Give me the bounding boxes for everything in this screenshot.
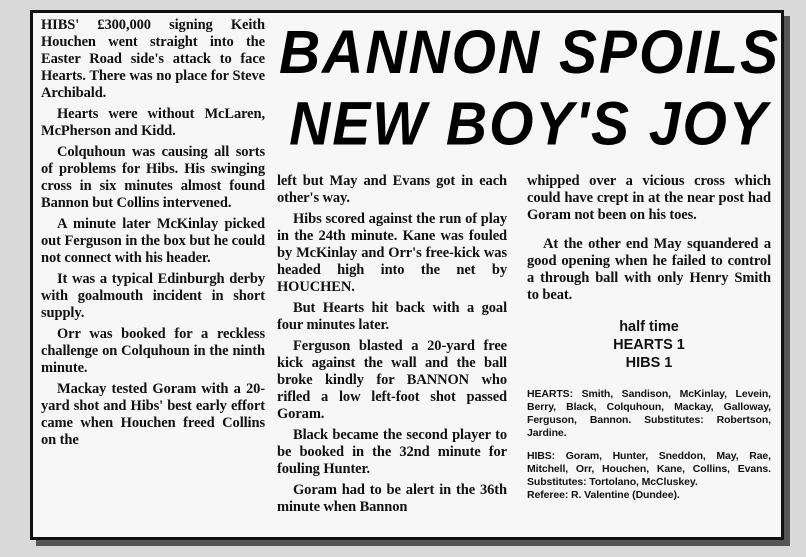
headline-line-2: NEW BOY'S JOY [289, 89, 769, 159]
halftime-score [527, 318, 771, 372]
referee: Referee: R. Valentine (Dundee). [527, 489, 680, 501]
headline [279, 17, 779, 160]
lineup-hibs: HIBS: Goram, Hunter, Sneddon, May, Rae, Mitchell, Orr, Houchen, Kane, Collins, Evans. Substitutes: Tortolano, McCluskey. [527, 450, 771, 488]
paragraph: Mackay tested Goram with a 20-yard shot and Hibs' best early effort came when Houchen freed Collins on the [41, 381, 265, 448]
lineup-hearts: HEARTS: Smith, Sandison, McKinlay, Levein, Berry, Black, Colquhoun, Mackay, Galloway, Ferguson, Bannon. Substitutes: Robertson, Jardine. [527, 388, 771, 439]
newspaper-clipping [30, 10, 784, 540]
paragraph: Colquhoun was causing all sorts of problems for Hibs. His swinging cross in six minutes almost found Bannon but Collins intervened. [41, 144, 265, 211]
paragraph-intro: HIBS' £300,000 signing Keith Houchen went straight into the Easter Road side's attack to face Hearts. There was no place for Steve Archibald. [41, 17, 265, 101]
paragraph: A minute later McKinlay picked out Ferguson in the box but he could not connect with his header. [41, 216, 265, 266]
paragraph: At the other end May squandered a good opening when he failed to control a through ball with only Henry Smith to beat. [527, 236, 771, 303]
paragraph: But Hearts hit back with a goal four minutes later. [277, 300, 507, 333]
paragraph: Hearts were without McLaren, McPherson and Kidd. [41, 106, 265, 139]
paragraph: left but May and Evans got in each other's way. [277, 173, 507, 206]
halftime-label: half time [619, 319, 679, 335]
paragraph: It was a typical Edinburgh derby with goalmouth incident in short supply. [41, 271, 265, 321]
headline-line-1: BANNON SPOILS [279, 18, 781, 88]
article-column-2 [277, 173, 507, 520]
paragraph: Ferguson blasted a 20-yard free kick against the wall and the ball broke kindly for BANNON who rifled a low left-foot shot passed Goram. [277, 338, 507, 422]
paragraph: Black became the second player to be booked in the 32nd minute for fouling Hunter. [277, 427, 507, 477]
paragraph: Hibs scored against the run of play in the 24th minute. Kane was fouled by McKinlay and Orr's free-kick was headed high into the net by HOUCHEN. [277, 211, 507, 295]
article-column-1 [41, 17, 265, 453]
halftime-away-score: HIBS 1 [625, 355, 673, 371]
paragraph: Goram had to be alert in the 36th minute when Bannon [277, 482, 507, 515]
paragraph: Orr was booked for a reckless challenge on Colquhoun in the ninth minute. [41, 326, 265, 376]
article-column-3 [527, 173, 771, 512]
paragraph: whipped over a vicious cross which could have crept in at the near post had Goram not been on his toes. [527, 173, 771, 223]
halftime-home-score: HEARTS 1 [613, 337, 685, 353]
